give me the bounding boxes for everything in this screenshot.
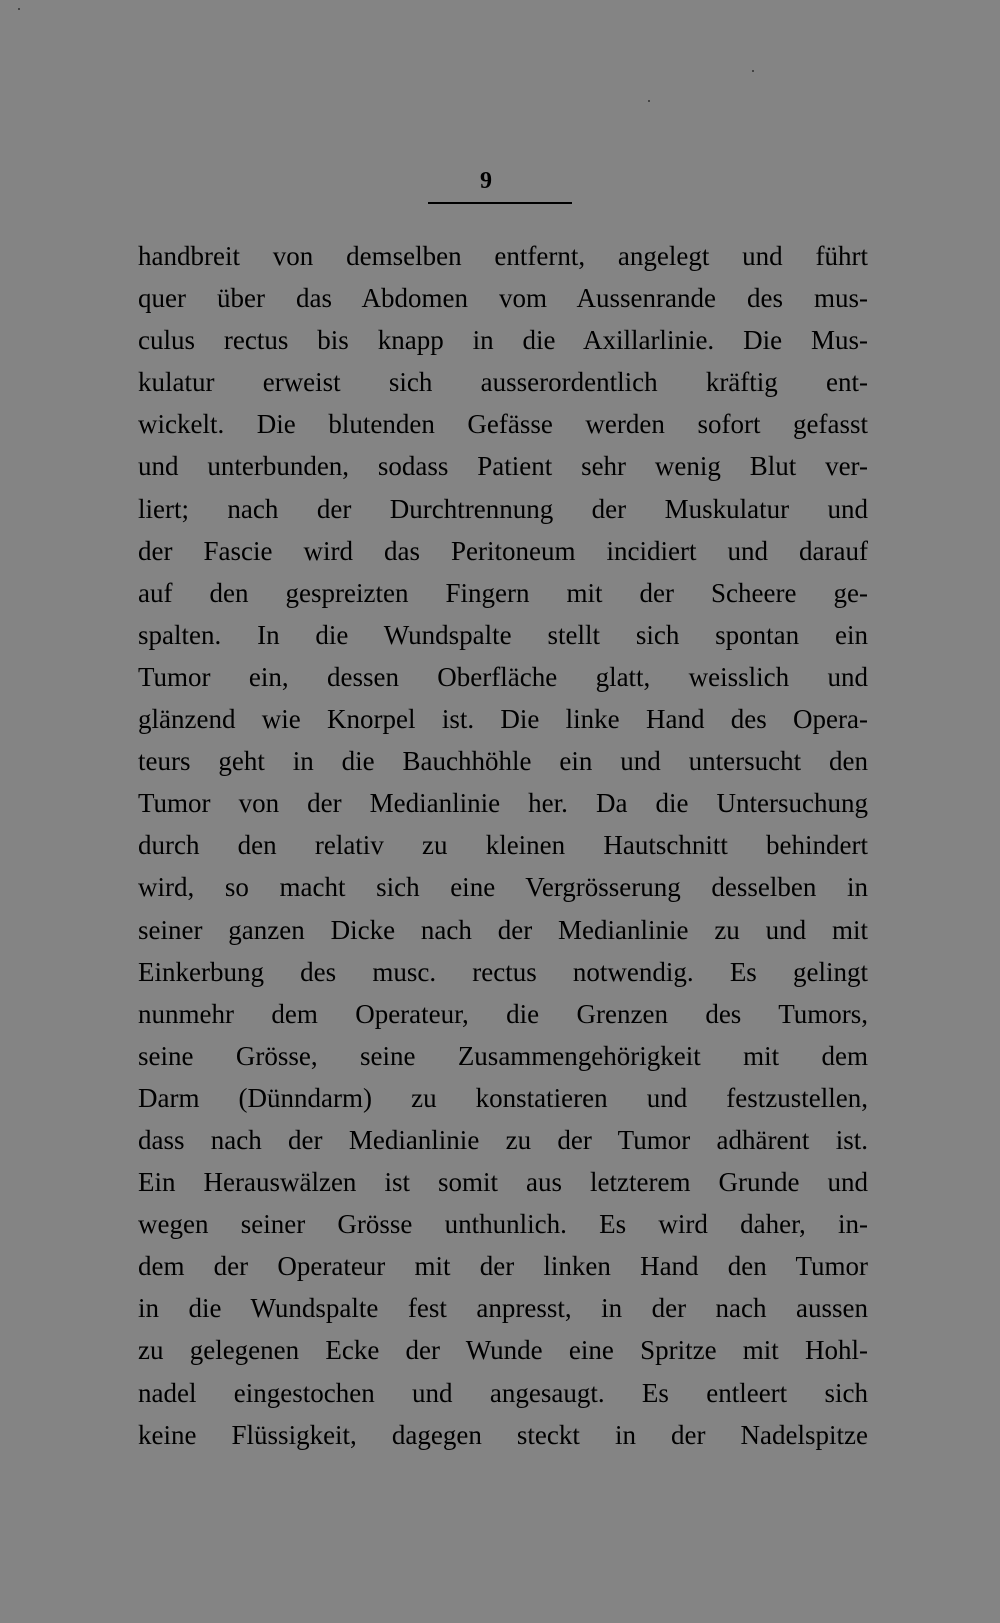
text-line: zu gelegenen Ecke der Wunde eine Spritze mit Hohl- xyxy=(138,1335,868,1366)
text-line: Ein Herauswälzen ist somit aus letzterem Grunde und xyxy=(138,1167,868,1198)
scan-speck xyxy=(752,70,754,72)
scan-speck xyxy=(18,8,20,10)
text-line: in die Wundspalte fest anpresst, in der nach aussen xyxy=(138,1293,868,1324)
text-line: wickelt. Die blutenden Gefässe werden sofort gefasst xyxy=(138,409,868,440)
text-line: keine Flüssigkeit, dagegen steckt in der Nadelspitze xyxy=(138,1419,868,1450)
text-line: glänzend wie Knorpel ist. Die linke Hand des Opera- xyxy=(138,704,868,735)
text-line: nunmehr dem Operateur, die Grenzen des Tumors, xyxy=(138,998,868,1029)
text-line: kulatur erweist sich ausserordentlich kräftig ent- xyxy=(138,367,868,398)
text-line: dem der Operateur mit der linken Hand den Tumor xyxy=(138,1251,868,1282)
text-line: Einkerbung des musc. rectus notwendig. Es gelingt xyxy=(138,956,868,987)
text-line: durch den relativ zu kleinen Hautschnitt behindert xyxy=(138,830,868,861)
text-line: culus rectus bis knapp in die Axillarlinie. Die Mus- xyxy=(138,325,868,356)
text-line: handbreit von demselben entfernt, angelegt und führt xyxy=(138,241,868,271)
text-line: spalten. In die Wundspalte stellt sich spontan ein xyxy=(138,619,868,650)
text-line: auf den gespreizten Fingern mit der Scheere ge- xyxy=(138,577,868,608)
text-line: dass nach der Medianlinie zu der Tumor adhärent ist. xyxy=(138,1124,868,1155)
text-line: der Fascie wird das Peritoneum incidiert und darauf xyxy=(138,535,868,566)
text-line: teurs geht in die Bauchhöhle ein und untersucht den xyxy=(138,746,868,777)
text-line: wegen seiner Grösse unthunlich. Es wird daher, in- xyxy=(138,1209,868,1240)
page-number: 9 xyxy=(480,168,492,194)
text-line: seiner ganzen Dicke nach der Medianlinie zu und mit xyxy=(138,914,868,945)
text-line: liert; nach der Durchtrennung der Muskulatur und xyxy=(138,493,868,524)
text-line: seine Grösse, seine Zusammengehörigkeit mit dem xyxy=(138,1040,868,1071)
body-text xyxy=(138,235,868,1456)
text-line: nadel eingestochen und angesaugt. Es entleert sich xyxy=(138,1377,868,1408)
text-line: wird, so macht sich eine Vergrösserung desselben in xyxy=(138,872,868,903)
header-rule xyxy=(428,202,572,204)
text-line: Tumor von der Medianlinie her. Da die Untersuchung xyxy=(138,788,868,819)
text-line: Tumor ein, dessen Oberfläche glatt, weisslich und xyxy=(138,661,868,692)
text-line: Darm (Dünndarm) zu konstatieren und festzustellen, xyxy=(138,1082,868,1113)
text-line: und unterbunden, sodass Patient sehr wenig Blut ver- xyxy=(138,451,868,482)
text-line: quer über das Abdomen vom Aussenrande des mus- xyxy=(138,283,868,314)
scan-speck xyxy=(648,100,650,102)
